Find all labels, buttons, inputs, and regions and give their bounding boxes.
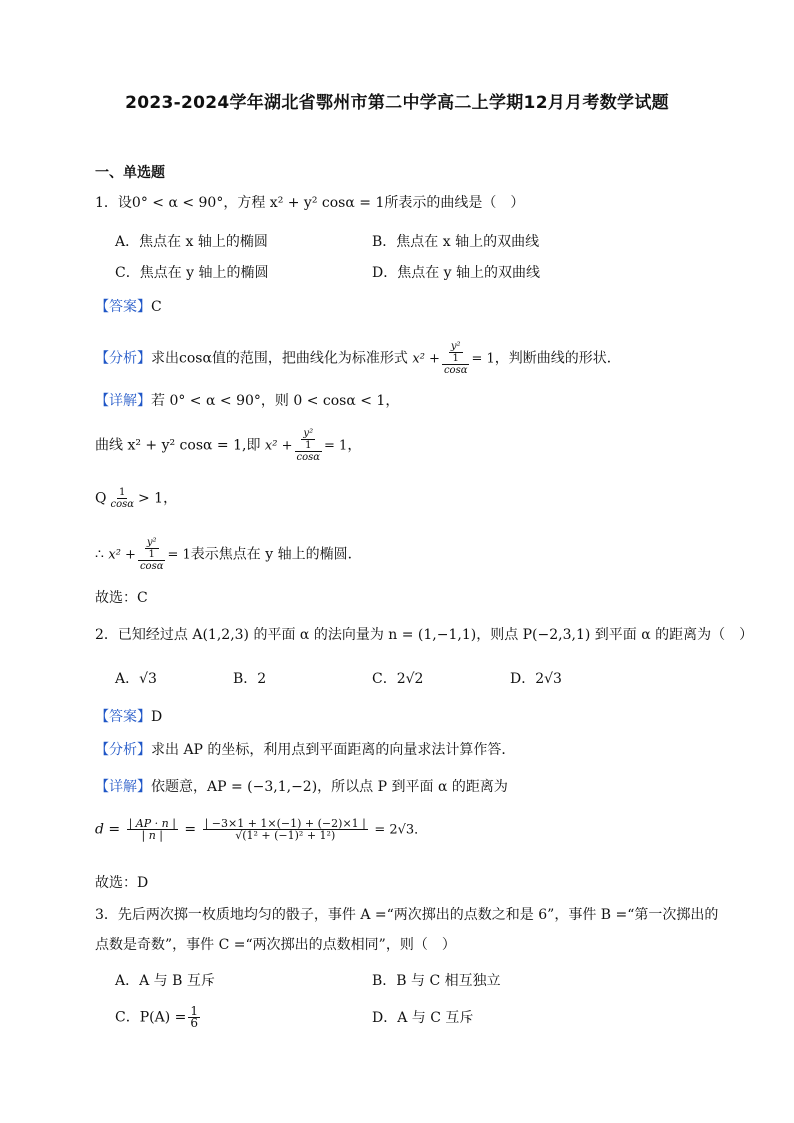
q2-conclusion: 故选：D <box>95 875 149 891</box>
q3-option-a: A．A 与 B 互斥 <box>115 973 215 989</box>
answer-tag: 【答案】 <box>95 299 151 315</box>
q3-option-b: B．B 与 C 相互独立 <box>372 973 501 989</box>
detail-line2-text: 曲线 x² + y² cosα = 1,即 <box>95 437 261 454</box>
q1-detail-line3 <box>95 487 177 510</box>
frac2-den: √(1² + (−1)² + 1²) <box>235 829 336 842</box>
frac1-num: | AP · n | <box>128 817 176 830</box>
detail-line3-post: > 1， <box>138 490 178 507</box>
page-title: 2023-2024学年湖北省鄂州市第二中学高二上学期12月月考数学试题 <box>125 93 669 113</box>
frac1-den: | n | <box>141 829 164 842</box>
detail-tag: 【详解】 <box>95 779 151 795</box>
formula-d: d = <box>95 821 121 838</box>
formula-x2: x² + <box>108 547 136 563</box>
frac-num: y² <box>146 537 157 548</box>
detail-line3-pre: Q <box>95 490 107 507</box>
frac-inner-num: 1 <box>452 353 459 364</box>
frac-den: cosα <box>110 499 134 510</box>
formula-eq: = 1 <box>324 438 348 454</box>
q2-option-a: A．√3 <box>115 671 157 687</box>
q2-option-c: C．2√2 <box>372 671 424 687</box>
q2-answer <box>95 707 162 727</box>
analysis-text: 求出 AP 的坐标，利用点到平面距离的向量求法计算作答． <box>151 742 516 758</box>
analysis-tag: 【分析】 <box>95 742 151 758</box>
q2-option-d: D．2√3 <box>510 671 562 687</box>
frac-den: cosα <box>443 365 468 376</box>
formula-frac1 <box>127 818 178 841</box>
detail-tag: 【详解】 <box>95 393 151 409</box>
q1-option-d: D．焦点在 y 轴上的双曲线 <box>372 265 541 281</box>
frac-den: cosα <box>139 561 164 572</box>
frac-num: y² <box>450 341 461 352</box>
q2-detail <box>95 777 508 797</box>
formula-frac <box>442 341 470 376</box>
q3-stem-line1: 3．先后两次掷一枚质地均匀的骰子，事件 A =“两次掷出的点数之和是 6”，事件 B =“第一次掷出的 <box>95 907 719 923</box>
formula-eq: = 1 <box>167 547 191 563</box>
detail-line4-pre: ∴ <box>95 546 104 563</box>
analysis-tag: 【分析】 <box>95 350 151 367</box>
q1-option-c: C．焦点在 y 轴上的椭圆 <box>115 265 269 281</box>
detail-line1: 若 0° < α < 90°，则 0 < cosα < 1， <box>151 393 400 409</box>
frac-num: y² <box>303 428 314 439</box>
detail-line4-post: 表示焦点在 y 轴上的椭圆． <box>190 546 362 563</box>
q1-detail-line4 <box>95 537 362 572</box>
formula-eq: = <box>184 821 197 838</box>
q1-option-b: B．焦点在 x 轴上的双曲线 <box>372 234 540 250</box>
option-c-text: C．P(A) = <box>115 1009 187 1026</box>
frac2-num: | −3×1 + 1×(−1) + (−2)×1 | <box>204 817 366 830</box>
formula-eq: = 1 <box>471 351 495 367</box>
frac-num: 1 <box>190 1004 198 1018</box>
q3-stem-line2: 点数是奇数”，事件 C =“两次掷出的点数相同”，则（ ） <box>95 937 456 953</box>
q1-analysis <box>95 341 621 376</box>
q2-distance-formula <box>95 818 427 841</box>
answer-tag: 【答案】 <box>95 709 151 725</box>
formula-frac2 <box>203 818 368 841</box>
q1-answer <box>95 297 162 317</box>
formula-frac <box>108 487 136 510</box>
q1-detail <box>95 391 399 411</box>
detail-line2-post: ， <box>347 437 362 454</box>
frac-num: 1 <box>119 487 126 498</box>
q2-stem: 2．已知经过点 A(1,2,3) 的平面 α 的法向量为 n = (1,−1,1)，则点 P(−2,3,1) 到平面 α 的距离为（ ） <box>95 627 754 643</box>
q1-stem: 1．设0° < α < 90°，方程 x² + y² cosα = 1所表示的曲线是（ ） <box>95 195 525 211</box>
section-label: 一、单选题 <box>95 165 165 181</box>
analysis-text: 求出cosα值的范围，把曲线化为标准形式 <box>151 350 408 367</box>
q1-option-a: A．焦点在 x 轴上的椭圆 <box>115 234 268 250</box>
answer-value: D <box>151 709 163 725</box>
analysis-text-post: ，判断曲线的形状． <box>494 350 621 367</box>
q3-option-c <box>115 1006 202 1029</box>
q3-option-d: D．A 与 C 互斥 <box>372 1010 474 1026</box>
formula-result: = 2√3． <box>374 822 428 838</box>
q1-detail-line2 <box>95 428 361 463</box>
frac-inner-num: 1 <box>305 440 312 451</box>
frac-den: 6 <box>190 1016 198 1030</box>
frac-inner-num: 1 <box>148 549 155 560</box>
answer-value: C <box>151 299 162 315</box>
q2-analysis <box>95 740 515 760</box>
detail-line1: 依题意，AP = (−3,1,−2)，所以点 P 到平面 α 的距离为 <box>151 779 508 795</box>
q1-conclusion: 故选：C <box>95 590 148 606</box>
frac-den: cosα <box>296 452 321 463</box>
formula-frac <box>138 537 166 572</box>
formula-frac <box>295 428 323 463</box>
formula-x2: x² + <box>264 438 293 454</box>
q2-option-b: B．2 <box>233 671 267 687</box>
option-c-frac <box>188 1006 200 1029</box>
formula-x2: x² + <box>412 351 440 367</box>
